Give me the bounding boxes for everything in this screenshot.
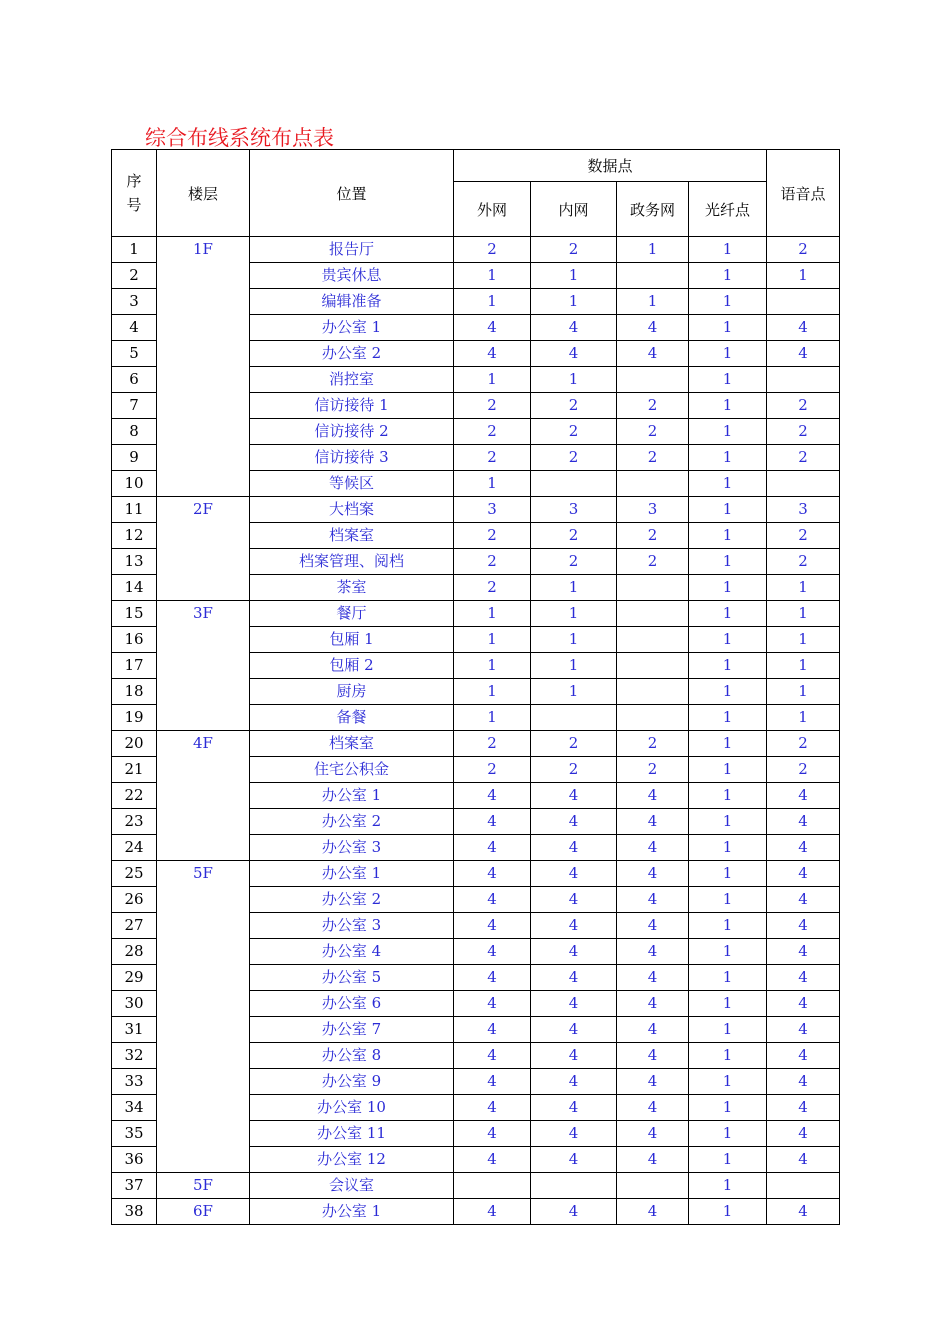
internal-cell: 2 [531, 549, 617, 575]
fiber-cell: 1 [689, 809, 767, 835]
seq-cell: 7 [112, 393, 157, 419]
page-title: 综合布线系统布点表 [145, 126, 334, 150]
external-cell: 1 [454, 705, 531, 731]
seq-cell: 20 [112, 731, 157, 757]
location-cell: 贵宾休息 [250, 263, 454, 289]
external-cell: 2 [454, 393, 531, 419]
voice-cell: 4 [767, 1017, 840, 1043]
external-cell: 1 [454, 289, 531, 315]
location-cell: 办公室 5 [250, 965, 454, 991]
voice-cell: 4 [767, 809, 840, 835]
voice-cell: 4 [767, 1095, 840, 1121]
external-cell: 1 [454, 627, 531, 653]
location-cell: 消控室 [250, 367, 454, 393]
government-cell: 4 [617, 1095, 689, 1121]
external-cell: 4 [454, 341, 531, 367]
internal-cell: 1 [531, 601, 617, 627]
fiber-cell: 1 [689, 549, 767, 575]
internal-cell: 2 [531, 757, 617, 783]
location-cell: 办公室 10 [250, 1095, 454, 1121]
seq-cell: 29 [112, 965, 157, 991]
fiber-cell: 1 [689, 1121, 767, 1147]
external-cell: 2 [454, 237, 531, 263]
location-cell: 办公室 11 [250, 1121, 454, 1147]
header-voice: 语音点 [767, 150, 840, 237]
government-cell [617, 367, 689, 393]
fiber-cell: 1 [689, 575, 767, 601]
government-cell: 1 [617, 237, 689, 263]
government-cell [617, 263, 689, 289]
seq-cell: 2 [112, 263, 157, 289]
seq-cell: 31 [112, 1017, 157, 1043]
location-cell: 办公室 4 [250, 939, 454, 965]
seq-cell: 23 [112, 809, 157, 835]
internal-cell: 4 [531, 939, 617, 965]
fiber-cell: 1 [689, 731, 767, 757]
government-cell: 4 [617, 861, 689, 887]
external-cell: 3 [454, 497, 531, 523]
fiber-cell: 1 [689, 445, 767, 471]
seq-cell: 18 [112, 679, 157, 705]
voice-cell: 4 [767, 861, 840, 887]
voice-cell: 4 [767, 887, 840, 913]
internal-cell: 1 [531, 679, 617, 705]
government-cell: 4 [617, 315, 689, 341]
internal-cell: 3 [531, 497, 617, 523]
government-cell: 4 [617, 835, 689, 861]
seq-cell: 11 [112, 497, 157, 523]
internal-cell: 2 [531, 419, 617, 445]
internal-cell: 2 [531, 523, 617, 549]
government-cell: 4 [617, 1121, 689, 1147]
header-government: 政务网 [617, 182, 689, 237]
internal-cell: 4 [531, 835, 617, 861]
floor-cell: 6F [157, 1199, 250, 1225]
location-cell: 办公室 6 [250, 991, 454, 1017]
location-cell: 编辑准备 [250, 289, 454, 315]
external-cell: 4 [454, 887, 531, 913]
voice-cell: 4 [767, 939, 840, 965]
voice-cell: 2 [767, 523, 840, 549]
voice-cell [767, 367, 840, 393]
voice-cell: 4 [767, 315, 840, 341]
seq-cell: 6 [112, 367, 157, 393]
internal-cell [531, 471, 617, 497]
government-cell: 4 [617, 1069, 689, 1095]
fiber-cell: 1 [689, 1095, 767, 1121]
external-cell: 4 [454, 1069, 531, 1095]
table-row [112, 1173, 840, 1199]
internal-cell: 2 [531, 445, 617, 471]
location-cell: 办公室 7 [250, 1017, 454, 1043]
government-cell: 4 [617, 991, 689, 1017]
location-cell: 办公室 1 [250, 783, 454, 809]
internal-cell [531, 1173, 617, 1199]
seq-cell: 35 [112, 1121, 157, 1147]
voice-cell: 2 [767, 419, 840, 445]
internal-cell: 2 [531, 393, 617, 419]
seq-cell: 10 [112, 471, 157, 497]
header-location: 位置 [250, 150, 454, 237]
location-cell: 信访接待 3 [250, 445, 454, 471]
internal-cell: 1 [531, 575, 617, 601]
table-row [112, 1199, 840, 1225]
external-cell: 2 [454, 419, 531, 445]
table-row [112, 731, 840, 757]
table-body [112, 237, 840, 1225]
floor-cell: 4F [157, 731, 250, 861]
government-cell: 2 [617, 757, 689, 783]
fiber-cell: 1 [689, 783, 767, 809]
government-cell: 4 [617, 1043, 689, 1069]
fiber-cell: 1 [689, 627, 767, 653]
internal-cell: 4 [531, 1017, 617, 1043]
internal-cell: 4 [531, 887, 617, 913]
fiber-cell: 1 [689, 887, 767, 913]
internal-cell: 4 [531, 965, 617, 991]
floor-cell: 5F [157, 861, 250, 1173]
government-cell [617, 705, 689, 731]
external-cell: 2 [454, 523, 531, 549]
fiber-cell: 1 [689, 1017, 767, 1043]
voice-cell: 4 [767, 913, 840, 939]
voice-cell: 4 [767, 1147, 840, 1173]
seq-cell: 22 [112, 783, 157, 809]
location-cell: 档案室 [250, 523, 454, 549]
header-fiber: 光纤点 [689, 182, 767, 237]
internal-cell: 4 [531, 809, 617, 835]
location-cell: 办公室 1 [250, 1199, 454, 1225]
voice-cell [767, 289, 840, 315]
fiber-cell: 1 [689, 393, 767, 419]
external-cell: 4 [454, 913, 531, 939]
seq-cell: 25 [112, 861, 157, 887]
government-cell: 2 [617, 523, 689, 549]
seq-cell: 38 [112, 1199, 157, 1225]
government-cell [617, 653, 689, 679]
voice-cell: 4 [767, 835, 840, 861]
internal-cell: 1 [531, 367, 617, 393]
external-cell: 1 [454, 653, 531, 679]
fiber-cell: 1 [689, 237, 767, 263]
government-cell: 4 [617, 1199, 689, 1225]
floor-cell: 5F [157, 1173, 250, 1199]
seq-cell: 1 [112, 237, 157, 263]
fiber-cell: 1 [689, 289, 767, 315]
voice-cell: 3 [767, 497, 840, 523]
fiber-cell: 1 [689, 341, 767, 367]
internal-cell: 4 [531, 1147, 617, 1173]
location-cell: 会议室 [250, 1173, 454, 1199]
internal-cell: 1 [531, 653, 617, 679]
external-cell: 4 [454, 1199, 531, 1225]
internal-cell: 4 [531, 783, 617, 809]
voice-cell: 4 [767, 1069, 840, 1095]
seq-cell: 14 [112, 575, 157, 601]
external-cell: 2 [454, 549, 531, 575]
fiber-cell: 1 [689, 1147, 767, 1173]
voice-cell: 2 [767, 757, 840, 783]
external-cell: 4 [454, 783, 531, 809]
government-cell: 2 [617, 445, 689, 471]
voice-cell: 1 [767, 263, 840, 289]
internal-cell: 2 [531, 237, 617, 263]
location-cell: 办公室 9 [250, 1069, 454, 1095]
voice-cell: 4 [767, 1043, 840, 1069]
internal-cell: 4 [531, 1199, 617, 1225]
external-cell: 4 [454, 1017, 531, 1043]
government-cell [617, 575, 689, 601]
internal-cell: 4 [531, 861, 617, 887]
seq-cell: 8 [112, 419, 157, 445]
fiber-cell: 1 [689, 471, 767, 497]
table-row [112, 861, 840, 887]
internal-cell: 1 [531, 263, 617, 289]
fiber-cell: 1 [689, 861, 767, 887]
fiber-cell: 1 [689, 419, 767, 445]
location-cell: 档案管理、阅档 [250, 549, 454, 575]
government-cell: 2 [617, 419, 689, 445]
location-cell: 报告厅 [250, 237, 454, 263]
seq-cell: 16 [112, 627, 157, 653]
voice-cell: 1 [767, 653, 840, 679]
external-cell: 4 [454, 939, 531, 965]
government-cell: 4 [617, 939, 689, 965]
seq-cell: 33 [112, 1069, 157, 1095]
location-cell: 办公室 12 [250, 1147, 454, 1173]
fiber-cell: 1 [689, 497, 767, 523]
fiber-cell: 1 [689, 1199, 767, 1225]
external-cell: 1 [454, 679, 531, 705]
floor-cell: 2F [157, 497, 250, 601]
location-cell: 办公室 8 [250, 1043, 454, 1069]
government-cell: 4 [617, 887, 689, 913]
fiber-cell: 1 [689, 367, 767, 393]
floor-cell: 3F [157, 601, 250, 731]
voice-cell: 1 [767, 705, 840, 731]
fiber-cell: 1 [689, 705, 767, 731]
location-cell: 办公室 3 [250, 913, 454, 939]
seq-cell: 24 [112, 835, 157, 861]
fiber-cell: 1 [689, 601, 767, 627]
government-cell [617, 627, 689, 653]
external-cell: 2 [454, 731, 531, 757]
voice-cell: 4 [767, 1121, 840, 1147]
external-cell: 2 [454, 757, 531, 783]
voice-cell: 1 [767, 627, 840, 653]
government-cell: 4 [617, 1017, 689, 1043]
location-cell: 等候区 [250, 471, 454, 497]
fiber-cell: 1 [689, 913, 767, 939]
location-cell: 办公室 2 [250, 341, 454, 367]
external-cell: 4 [454, 861, 531, 887]
fiber-cell: 1 [689, 939, 767, 965]
seq-cell: 30 [112, 991, 157, 1017]
voice-cell [767, 471, 840, 497]
seq-cell: 34 [112, 1095, 157, 1121]
internal-cell: 4 [531, 913, 617, 939]
seq-cell: 21 [112, 757, 157, 783]
government-cell: 4 [617, 809, 689, 835]
external-cell: 1 [454, 471, 531, 497]
voice-cell: 4 [767, 991, 840, 1017]
government-cell: 2 [617, 549, 689, 575]
external-cell: 4 [454, 1095, 531, 1121]
government-cell [617, 471, 689, 497]
government-cell: 1 [617, 289, 689, 315]
location-cell: 包厢 2 [250, 653, 454, 679]
voice-cell: 4 [767, 783, 840, 809]
external-cell: 4 [454, 1043, 531, 1069]
location-cell: 办公室 1 [250, 861, 454, 887]
voice-cell: 2 [767, 549, 840, 575]
voice-cell: 1 [767, 601, 840, 627]
location-cell: 信访接待 2 [250, 419, 454, 445]
internal-cell: 4 [531, 1069, 617, 1095]
internal-cell: 1 [531, 289, 617, 315]
seq-cell: 36 [112, 1147, 157, 1173]
fiber-cell: 1 [689, 315, 767, 341]
voice-cell: 4 [767, 341, 840, 367]
external-cell: 2 [454, 575, 531, 601]
government-cell: 2 [617, 731, 689, 757]
external-cell: 4 [454, 965, 531, 991]
external-cell: 1 [454, 367, 531, 393]
government-cell: 4 [617, 965, 689, 991]
fiber-cell: 1 [689, 653, 767, 679]
cabling-points-table [111, 149, 840, 1225]
header-external: 外网 [454, 182, 531, 237]
floor-cell: 1F [157, 237, 250, 497]
internal-cell: 1 [531, 627, 617, 653]
external-cell: 2 [454, 445, 531, 471]
table-row [112, 237, 840, 263]
seq-cell: 27 [112, 913, 157, 939]
fiber-cell: 1 [689, 263, 767, 289]
internal-cell: 4 [531, 1095, 617, 1121]
seq-cell: 15 [112, 601, 157, 627]
seq-cell: 26 [112, 887, 157, 913]
location-cell: 办公室 2 [250, 809, 454, 835]
location-cell: 茶室 [250, 575, 454, 601]
internal-cell: 4 [531, 1121, 617, 1147]
header-seq: 序号 [112, 150, 157, 237]
table-row [112, 497, 840, 523]
fiber-cell: 1 [689, 1043, 767, 1069]
seq-cell: 4 [112, 315, 157, 341]
government-cell [617, 1173, 689, 1199]
voice-cell [767, 1173, 840, 1199]
seq-cell: 28 [112, 939, 157, 965]
seq-cell: 12 [112, 523, 157, 549]
seq-cell: 3 [112, 289, 157, 315]
seq-cell: 37 [112, 1173, 157, 1199]
fiber-cell: 1 [689, 1173, 767, 1199]
fiber-cell: 1 [689, 523, 767, 549]
location-cell: 住宅公积金 [250, 757, 454, 783]
voice-cell: 1 [767, 679, 840, 705]
location-cell: 办公室 1 [250, 315, 454, 341]
government-cell: 3 [617, 497, 689, 523]
seq-cell: 13 [112, 549, 157, 575]
internal-cell: 4 [531, 341, 617, 367]
external-cell: 1 [454, 263, 531, 289]
voice-cell: 2 [767, 731, 840, 757]
location-cell: 办公室 2 [250, 887, 454, 913]
government-cell [617, 601, 689, 627]
government-cell: 4 [617, 913, 689, 939]
seq-cell: 32 [112, 1043, 157, 1069]
internal-cell: 4 [531, 1043, 617, 1069]
fiber-cell: 1 [689, 1069, 767, 1095]
location-cell: 餐厅 [250, 601, 454, 627]
external-cell: 1 [454, 601, 531, 627]
internal-cell: 2 [531, 731, 617, 757]
internal-cell: 4 [531, 315, 617, 341]
seq-cell: 17 [112, 653, 157, 679]
external-cell: 4 [454, 1121, 531, 1147]
external-cell: 4 [454, 1147, 531, 1173]
voice-cell: 2 [767, 237, 840, 263]
voice-cell: 2 [767, 445, 840, 471]
header-floor: 楼层 [157, 150, 250, 237]
location-cell: 备餐 [250, 705, 454, 731]
government-cell: 4 [617, 1147, 689, 1173]
external-cell [454, 1173, 531, 1199]
location-cell: 包厢 1 [250, 627, 454, 653]
seq-cell: 5 [112, 341, 157, 367]
internal-cell [531, 705, 617, 731]
location-cell: 档案室 [250, 731, 454, 757]
location-cell: 大档案 [250, 497, 454, 523]
voice-cell: 4 [767, 1199, 840, 1225]
fiber-cell: 1 [689, 965, 767, 991]
voice-cell: 2 [767, 393, 840, 419]
external-cell: 4 [454, 991, 531, 1017]
fiber-cell: 1 [689, 757, 767, 783]
location-cell: 办公室 3 [250, 835, 454, 861]
table-row [112, 601, 840, 627]
government-cell [617, 679, 689, 705]
external-cell: 4 [454, 315, 531, 341]
government-cell: 4 [617, 783, 689, 809]
internal-cell: 4 [531, 991, 617, 1017]
location-cell: 厨房 [250, 679, 454, 705]
government-cell: 2 [617, 393, 689, 419]
fiber-cell: 1 [689, 679, 767, 705]
header-internal: 内网 [531, 182, 617, 237]
seq-cell: 19 [112, 705, 157, 731]
fiber-cell: 1 [689, 991, 767, 1017]
external-cell: 4 [454, 809, 531, 835]
voice-cell: 1 [767, 575, 840, 601]
seq-cell: 9 [112, 445, 157, 471]
voice-cell: 4 [767, 965, 840, 991]
fiber-cell: 1 [689, 835, 767, 861]
government-cell: 4 [617, 341, 689, 367]
header-data-points: 数据点 [454, 150, 767, 182]
location-cell: 信访接待 1 [250, 393, 454, 419]
external-cell: 4 [454, 835, 531, 861]
